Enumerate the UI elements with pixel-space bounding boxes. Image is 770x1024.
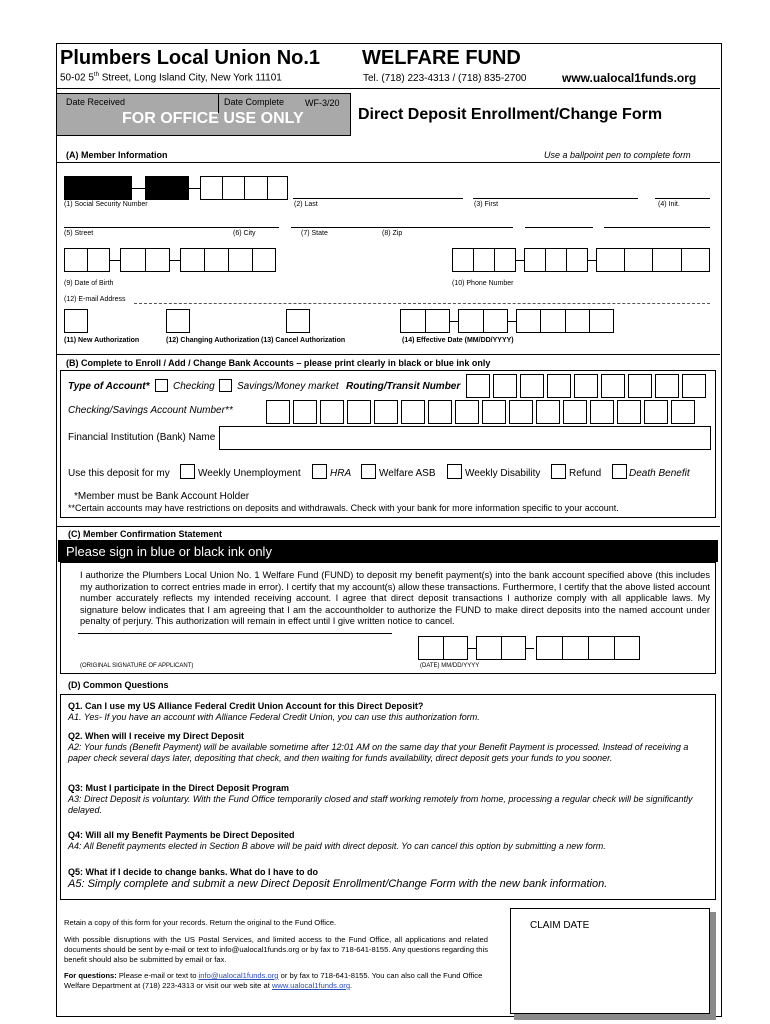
disruptions-note: With possible disruptions with the US Postal Services, and limited access to the Fund Office, all applications and related documents should be sent by e-mail or text to info@ualocal1funds.org or by fax to 718-641-8155. Any questions regarding this benefit should also be submitted by email or fax. [64,935,488,964]
questions-note: For questions: Please e-mail or text to info@ualocal1funds.org or by fax to 718-641-8155. You can also call the Fund Office Welfare Department at (718) 223-4313 or visit our web site at www.ualocal1funds.org. [64,971,483,990]
institution-input[interactable] [219,426,711,450]
change-auth-checkbox[interactable] [166,309,190,333]
state-line[interactable] [291,227,513,228]
section-a-title: (A) Member Information [66,150,168,160]
question-2: Q2. When will I receive my Direct Deposit [68,731,245,741]
effective-label: (14) Effective Date (MM/DD/YYYY) [402,337,514,344]
init-line[interactable] [655,198,710,199]
qa-5 [68,866,708,890]
init-label: (4) Init. [658,201,680,208]
institution-label: Financial Institution (Bank) Name [68,432,216,443]
phone-label: (10) Phone Number [452,280,514,287]
union-address: 50-02 5th Street, Long Island City, New York 11101 [60,72,282,84]
weekly-unemployment-label: Weekly Unemployment [198,468,301,479]
signature-label: (ORIGINAL SIGNATURE OF APPLICANT) [80,663,194,669]
cancel-auth-checkbox[interactable] [286,309,310,333]
qa-4 [68,830,708,852]
ssn-dividers [222,176,268,200]
routing-label: Routing/Transit Number [346,381,461,392]
answer-2: A2: Your funds (Benefit Payment) will be available sometime after 12:01 AM on the same day that your Benefit Payment is processed. Instead of receiving a paper check several days later, depositing that check, and then waiting for funds availability, direct deposit gets your funds to you sooner. [68,742,689,763]
question-4: Q4: Will all my Benefit Payments be Direct Deposited [68,830,295,840]
pen-note: Use a ballpoint pen to complete form [544,150,691,160]
ssn-label: (1) Social Security Number [64,201,148,208]
checking-label: Checking [173,381,215,392]
retain-note: Retain a copy of this form for your records. Return the original to the Fund Office. [64,918,337,927]
type-of-account-label: Type of Account* [68,381,150,392]
section-d-title: (D) Common Questions [68,680,169,690]
signature-line[interactable] [78,633,392,634]
header-rule [56,88,720,89]
office-use-text: FOR OFFICE USE ONLY [122,110,304,127]
date-received-label: Date Received [66,97,126,107]
form-code: WF-3/20 [305,98,340,108]
site-link[interactable]: www.ualocal1funds.org [271,981,351,990]
new-auth-label: (11) New Authorization [64,337,140,344]
zip-line-2[interactable] [604,227,710,228]
zip-line-1[interactable] [525,227,593,228]
weekly-disability-label: Weekly Disability [465,468,541,479]
section-c-title: (C) Member Confirmation Statement [68,529,223,539]
qa-3 [68,783,708,816]
street-line[interactable] [64,227,279,228]
zip-label: (8) Zip [382,230,403,237]
claim-date-label: CLAIM DATE [530,920,590,931]
last-label: (2) Last [294,201,318,208]
death-benefit-checkbox[interactable] [612,464,627,479]
welfare-asb-label: Welfare ASB [379,468,436,479]
dob-label: (9) Date of Birth [64,280,114,287]
hra-checkbox[interactable] [312,464,327,479]
email-label: (12) E-mail Address [64,296,126,303]
change-auth-label: (12) Changing Authorization [166,337,260,344]
answer-3: A3: Direct Deposit is voluntary. With the Fund Office temporarily closed and staff working remotely from home, processing a regular check will be significantly delayed. [68,794,693,815]
fund-tel: Tel. (718) 223-4313 / (718) 835-2700 [363,73,527,84]
section-b-title: (B) Complete to Enroll / Add / Change Bank Accounts – please print clearly in black or blue ink only [66,358,491,368]
email-link[interactable]: info@ualocal1funds.org [198,971,279,980]
form-title: Direct Deposit Enrollment/Change Form [358,106,663,123]
phone-prefix[interactable] [524,248,588,272]
refund-checkbox[interactable] [551,464,566,479]
account-number-boxes[interactable] [266,400,695,424]
sign-date-label: (DATE) MM/DD/YYYY [420,663,480,669]
phone-area[interactable] [452,248,516,272]
date-complete-label: Date Complete [224,97,285,107]
phone-line[interactable] [596,248,710,272]
question-3: Q3: Must I participate in the Direct Deposit Program [68,783,290,793]
checking-checkbox[interactable] [155,379,168,392]
sign-banner-text: Please sign in blue or black ink only [66,544,272,559]
cancel-auth-label: (13) Cancel Authorization [261,337,346,344]
account-number-label: Checking/Savings Account Number** [68,405,233,416]
last-name-line[interactable] [293,198,463,199]
refund-label: Refund [569,468,602,479]
routing-boxes[interactable] [466,374,706,398]
weekly-unemployment-checkbox[interactable] [180,464,195,479]
new-auth-checkbox[interactable] [64,309,88,333]
holder-note: *Member must be Bank Account Holder [74,491,250,502]
answer-1: A1. Yes- If you have an account with Alliance Federal Credit Union, you can use this authorization form. [68,712,480,722]
restrictions-note: **Certain accounts may have restrictions on deposits and withdrawals. Check with your bank for more information specific to your account. [68,503,619,513]
answer-4: A4: All Benefit payments elected in Section B above will be paid with direct deposit. Yo can cancel this option by submitting a new form. [68,841,606,851]
first-label: (3) First [474,201,499,208]
death-benefit-label: Death Benefit [629,468,690,479]
ssn-box-2[interactable] [145,176,189,200]
weekly-disability-checkbox[interactable] [447,464,462,479]
answer-5: A5: Simply complete and submit a new Direct Deposit Enrollment/Change Form with the new bank information. [68,878,608,890]
savings-label: Savings/Money market [237,381,339,392]
ssn-divider-mid [244,176,245,200]
welfare-asb-checkbox[interactable] [361,464,376,479]
footer-info [64,918,488,991]
section-a-rule [56,162,720,163]
qa-2 [68,731,708,764]
city-label: (6) City [233,230,256,237]
ssn-box-1[interactable] [64,176,132,200]
state-label: (7) State [301,230,328,237]
question-5: Q5: What if I decide to change banks. What do I have to do [68,867,319,877]
savings-checkbox[interactable] [219,379,232,392]
use-for-label: Use this deposit for my [68,468,170,479]
union-name: Plumbers Local Union No.1 [60,47,321,69]
qa-1 [68,701,708,723]
street-label: (5) Street [64,230,94,237]
authorization-statement: I authorize the Plumbers Local Union No. 1 Welfare Fund (FUND) to deposit my benefit payment(s) into the bank account specified above (this includes my authorization to correct entries made in error). I certify that my account(s) allow these transactions. Furthermore, I certify that the above listed account number accurately reflects my intended receiving account. I agree that direct deposit transactions I authorize comply with all applicable laws. My signature below indicates that I am agreeing that I am the accountholder to authorize the FUND to make direct deposits into the named account under penalty of perjury. This authorization will remain in effect until I give written notice to cancel. [80,570,710,626]
question-1: Q1. Can I use my US Alliance Federal Credit Union Account for this Direct Deposit? [68,701,424,711]
fund-website: www.ualocal1funds.org [562,71,697,85]
fund-name: WELFARE FUND [362,47,521,69]
first-name-line[interactable] [473,198,638,199]
hra-label: HRA [330,468,352,479]
email-line[interactable] [134,303,710,304]
